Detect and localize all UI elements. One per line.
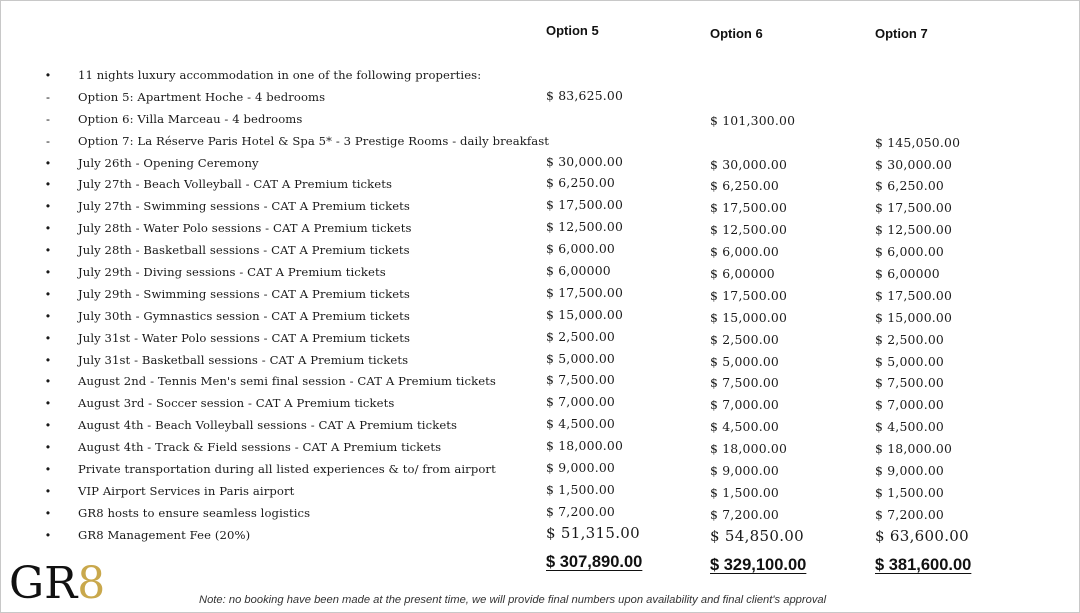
row-value-option-5: $ 6,250.00 [546,175,615,191]
table-row [1,196,1080,218]
row-bullet: • [45,199,51,214]
row-value-option-5: $ 15,000.00 [546,306,624,322]
row-label: July 31st - Basketball sessions - CAT A Premium tickets [78,352,409,367]
row-value-option-7: $ 7,500.00 [875,375,944,391]
table-row [1,131,1080,153]
row-value-option-5: $ 83,625.00 [546,87,624,103]
row-value-option-6: $ 5,000.00 [710,353,779,369]
row-label: GR8 hosts to ensure seamless logistics [78,505,311,520]
row-value-option-5: $ 7,000.00 [546,394,615,410]
row-bullet: • [45,265,51,280]
row-value-option-5: $ 17,500.00 [546,284,624,300]
row-value-option-5: $ 30,000.00 [546,153,624,169]
row-value-option-5: $ 18,000.00 [546,438,624,454]
row-label: July 27th - Swimming sessions - CAT A Premium tickets [78,199,410,214]
total-option-5: $ 307,890.00 [546,553,643,571]
table-row [1,174,1080,196]
row-value-option-7: $ 145,050.00 [875,134,961,150]
table-row [1,481,1080,503]
row-value-option-7: $ 17,500.00 [875,287,953,303]
row-bullet: • [45,527,51,542]
gr8-logo-text: GR8 [9,558,106,608]
row-label: July 30th - Gymnastics session - CAT A Premium tickets [78,308,410,323]
row-bullet: • [45,396,51,411]
table-row [1,437,1080,459]
table-row [1,153,1080,175]
row-value-option-5: $ 7,200.00 [546,503,615,519]
row-bullet: - [46,133,50,148]
table-row [1,65,1080,87]
row-value-option-6: $ 9,000.00 [710,463,779,479]
row-value-option-5: $ 1,500.00 [546,481,615,497]
total-option-7: $ 381,600.00 [875,556,972,574]
row-value-option-6: $ 18,000.00 [710,441,788,457]
disclaimer-note: Note: no booking have been made at the present time, we will provide final numbers upon availability and final client's approval [199,594,827,606]
row-bullet: • [45,352,51,367]
table-row [1,218,1080,240]
row-value-option-5: $ 7,500.00 [546,372,615,388]
row-bullet: • [45,68,51,82]
table-row [1,109,1080,131]
row-bullet: • [45,418,51,433]
row-value-option-5: $ 9,000.00 [546,460,615,476]
row-bullet: • [45,440,51,455]
row-value-option-6: $ 7,000.00 [710,397,779,413]
row-bullet: • [45,462,51,477]
row-label: August 4th - Track & Field sessions - CAT A Premium tickets [78,440,442,455]
row-bullet: • [45,286,51,301]
row-label: Option 6: Villa Marceau - 4 bedrooms [78,111,303,126]
table-row [1,415,1080,437]
row-label: VIP Airport Services in Paris airport [78,483,295,498]
table-row [1,262,1080,284]
row-label: Option 7: La Réserve Paris Hotel & Spa 5* - 3 Prestige Rooms - daily breakfast [78,133,550,148]
row-label: July 29th - Swimming sessions - CAT A Premium tickets [78,286,410,301]
row-value-option-6: $ 6,00000 [710,266,775,282]
row-value-option-7: $ 18,000.00 [875,441,953,457]
itinerary-table [1,65,1080,547]
table-row [1,371,1080,393]
row-value-option-6: $ 6,250.00 [710,178,779,194]
row-value-option-6: $ 6,000.00 [710,244,779,260]
row-value-option-7: $ 6,000.00 [875,244,944,260]
row-value-option-7: $ 17,500.00 [875,200,953,216]
total-option-6: $ 329,100.00 [710,556,807,574]
row-label: GR8 Management Fee (20%) [78,527,251,542]
row-bullet: • [45,374,51,389]
row-value-option-7: $ 15,000.00 [875,309,953,325]
table-row [1,284,1080,306]
gr8-logo [9,554,109,608]
row-value-option-6: $ 17,500.00 [710,200,788,216]
row-bullet: • [45,155,51,170]
table-row [1,503,1080,525]
row-value-option-7: $ 1,500.00 [875,484,944,500]
row-value-option-7: $ 6,250.00 [875,178,944,194]
row-label: July 28th - Water Polo sessions - CAT A Premium tickets [78,221,412,236]
row-value-option-7: $ 63,600.00 [875,526,969,545]
option-5-header: Option 5 [546,23,599,38]
row-bullet: • [45,243,51,258]
row-label: Private transportation during all listed experiences & to/ from airport [78,462,496,477]
row-value-option-6: $ 30,000.00 [710,156,788,172]
row-value-option-7: $ 6,00000 [875,266,940,282]
table-row [1,328,1080,350]
row-value-option-6: $ 15,000.00 [710,309,788,325]
row-bullet: • [45,505,51,520]
row-bullet: • [45,177,51,192]
row-value-option-5: $ 4,500.00 [546,416,615,432]
row-value-option-6: $ 12,500.00 [710,222,788,238]
row-bullet: - [46,111,50,126]
table-row [1,350,1080,372]
row-value-option-5: $ 17,500.00 [546,197,624,213]
row-value-option-6: $ 2,500.00 [710,331,779,347]
row-value-option-5: $ 6,000.00 [546,241,615,257]
table-row [1,393,1080,415]
row-bullet: • [45,308,51,323]
row-label: July 26th - Opening Ceremony [78,155,259,170]
row-label: July 31st - Water Polo sessions - CAT A Premium tickets [78,330,411,345]
row-bullet: • [45,483,51,498]
row-value-option-7: $ 4,500.00 [875,419,944,435]
row-value-option-6: $ 4,500.00 [710,419,779,435]
table-row [1,306,1080,328]
row-label: July 27th - Beach Volleyball - CAT A Premium tickets [78,177,393,192]
row-value-option-5: $ 12,500.00 [546,219,624,235]
row-value-option-6: $ 101,300.00 [710,112,796,128]
row-bullet: • [45,330,51,345]
row-value-option-5: $ 51,315.00 [546,523,640,542]
row-value-option-7: $ 5,000.00 [875,353,944,369]
row-value-option-5: $ 5,000.00 [546,350,615,366]
table-row [1,525,1080,547]
row-label: July 29th - Diving sessions - CAT A Premium tickets [78,265,386,280]
row-value-option-7: $ 30,000.00 [875,156,953,172]
row-label: 11 nights luxury accommodation in one of the following properties: [78,68,482,82]
row-value-option-5: $ 2,500.00 [546,328,615,344]
row-label: August 4th - Beach Volleyball sessions - CAT A Premium tickets [78,418,458,433]
row-value-option-6: $ 54,850.00 [710,526,804,545]
table-row [1,240,1080,262]
row-value-option-6: $ 1,500.00 [710,484,779,500]
table-row [1,459,1080,481]
option-7-header: Option 7 [875,26,928,41]
row-value-option-6: $ 7,200.00 [710,506,779,522]
row-label: August 3rd - Soccer session - CAT A Premium tickets [78,396,395,411]
row-label: July 28th - Basketball sessions - CAT A Premium tickets [78,243,410,258]
row-value-option-7: $ 12,500.00 [875,222,953,238]
row-value-option-7: $ 7,200.00 [875,506,944,522]
row-label: Option 5: Apartment Hoche - 4 bedrooms [78,89,326,104]
row-bullet: • [45,221,51,236]
row-value-option-7: $ 7,000.00 [875,397,944,413]
row-value-option-6: $ 7,500.00 [710,375,779,391]
option-6-header: Option 6 [710,26,763,41]
row-value-option-6: $ 17,500.00 [710,287,788,303]
table-row [1,87,1080,109]
row-label: August 2nd - Tennis Men's semi final session - CAT A Premium tickets [78,374,496,389]
row-value-option-5: $ 6,00000 [546,263,611,279]
row-value-option-7: $ 9,000.00 [875,463,944,479]
totals-row [1,553,1080,579]
row-bullet: - [46,89,50,104]
row-value-option-7: $ 2,500.00 [875,331,944,347]
